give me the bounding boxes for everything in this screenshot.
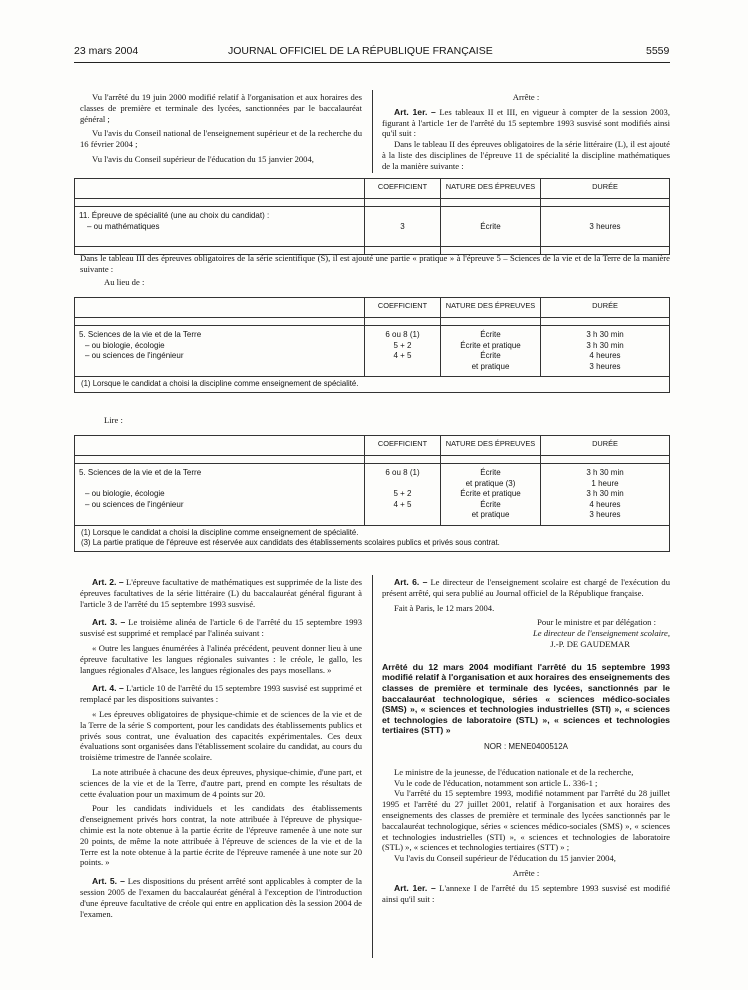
bottom-left-column (80, 577, 362, 923)
top-left-column (80, 92, 362, 169)
header-nature: NATURE DES ÉPREUVES (441, 298, 541, 318)
article-4-quote-2: La note attribuée à chacune des deux épreuves, physique-chimie, d'une part, et sciences de la vie et de la Terre, d'autre part, prend en compte les résultats de cette évaluation pour un maximum de 4 points sur 20. (80, 766, 362, 799)
header-duree: DURÉE (541, 436, 670, 456)
lire-label: Lire : (104, 415, 123, 425)
table-footnotes (75, 525, 670, 551)
tableau-ii-paragraph: Dans le tableau II des épreuves obligatoires de la série littéraire (L), il est ajouté à la liste des disciplines de l'épreuve 11 de spécialité la discipline mathématiques de la manière suivante : (382, 139, 670, 171)
au-lieu-de-label: Au lieu de : (104, 277, 145, 287)
footnote-3: (3) La partie pratique de l'épreuve est réservée aux candidats des établissements scolaires publics et privés sous contrat. (81, 538, 500, 547)
visa-avis: Vu l'avis du Conseil supérieur de l'éducation du 15 janvier 2004, (394, 853, 616, 864)
column-divider (372, 90, 373, 173)
table-cell-duree: 3 heures (541, 207, 670, 247)
fait-a-paris: Fait à Paris, le 12 mars 2004. (394, 602, 495, 613)
table-lire (74, 435, 670, 552)
directeur-title: Le directeur de l'enseignement scolaire, (533, 628, 670, 639)
tableau-iii-paragraph: Dans le tableau III des épreuves obligatoires de la série scientifique (S), il est ajouté une partie « pratique » à l'épreuve 5 – Sciences de la vie et de la Terre de la manière suivante : (80, 253, 670, 274)
header-coefficient: COEFFICIENT (365, 179, 441, 199)
table-cell-coef: 6 ou 8 (1) 5 + 2 4 + 5 (365, 326, 441, 377)
table-cell-coef: 6 ou 8 (1) 5 + 2 4 + 5 (365, 464, 441, 526)
delegation: Pour le ministre et par délégation : (537, 617, 656, 628)
page-date: 23 mars 2004 (74, 45, 139, 57)
visa-paragraph: Vu l'arrêté du 19 juin 2000 modifié relatif à l'organisation et aux horaires des classes de première et terminale des lycées, sanctionnées par le baccalauréat général ; (80, 92, 362, 124)
journal-title: JOURNAL OFFICIEL DE LA RÉPUBLIQUE FRANÇAISE (228, 45, 493, 57)
table-footnote: (1) Lorsque le candidat a choisi la discipline comme enseignement de spécialité. (75, 377, 670, 393)
visa-paragraph: Vu l'avis du Conseil supérieur de l'éducation du 15 janvier 2004, (92, 153, 314, 164)
article-2: Art. 2. – L'épreuve facultative de mathématiques est supprimée de la liste des épreuves facultatives de la série littéraire (L) du baccalauréat général figurant à l'article 3 de l'arrêté du 15 septembre 1993 susvisé. (80, 577, 362, 609)
article-1-second: Art. 1er. – L'annexe I de l'arrêté du 15 septembre 1993 susvisé est modifié ainsi qu'il suit : (382, 882, 671, 904)
article-3: Art. 3. – Le troisième alinéa de l'article 6 de l'arrêté du 15 septembre 1993 susvisé est supprimé et remplacé par l'alinéa suivant : (80, 617, 363, 639)
table-cell-nature: Écrite et pratique (3) Écrite et pratique Écrite et pratique (441, 464, 541, 526)
visa-paragraph: Vu l'avis du Conseil national de l'enseignement supérieur et de la recherche du 16 février 2004 ; (80, 128, 362, 150)
bottom-right-column (382, 577, 670, 908)
header-nature: NATURE DES ÉPREUVES (441, 179, 541, 199)
table-cell-duree: 3 h 30 min 3 h 30 min 4 heures 3 heures (541, 326, 670, 377)
visa-code: Vu le code de l'éducation, notamment son article L. 336-1 ; (394, 777, 598, 788)
header-duree: DURÉE (541, 179, 670, 199)
table-au-lieu-de (74, 297, 670, 393)
arrete-heading: Arrête : (512, 92, 540, 102)
table-cell-duree: 3 h 30 min 1 heure 3 h 30 min 4 heures 3 heures (541, 464, 670, 526)
table-row-label: 11. Épreuve de spécialité (une au choix du candidat) : – ou mathématiques (75, 207, 365, 247)
header-coefficient: COEFFICIENT (365, 436, 441, 456)
article-4-quote-1: « Les épreuves obligatoires de physique-chimie et de sciences de la vie et de la Terre de la série S comportent, pour les candidats des établissements publics et privés sous contrat, une évaluation des capacités expérimentales. Ces deux évaluations sont organisées dans l'établissement scolaire du candidat, au cours du troisième trimestre de l'année scolaire. (80, 708, 362, 763)
article-6: Art. 6. – Le directeur de l'enseignement scolaire est chargé de l'exécution du présent arrêté, qui sera publié au Journal officiel de la République française. (382, 577, 670, 598)
article-1: Art. 1er. – Les tableaux II et III, en vigueur à compter de la session 2003, figurant à l'article 1er de l'arrêté du 15 septembre 1993 susvisé sont modifiés ainsi qu'il suit : (382, 106, 670, 139)
table-row-label: 5. Sciences de la vie et de la Terre – ou biologie, écologie – ou sciences de l'ingénieur (75, 326, 365, 377)
header-duree: DURÉE (541, 298, 670, 318)
header-nature: NATURE DES ÉPREUVES (441, 436, 541, 456)
decree-title: Arrêté du 12 mars 2004 modifiant l'arrêté du 15 septembre 1993 modifié relatif à l'organisation et aux horaires des enseignements des classes de première et terminale des lycées, sanctionnés par le baccalauréat technologique, séries « sciences médico-sociales (SMS) », « sciences et technologies industrielles (STI) », « sciences et technologies de laboratoire (STL) », « sciences et technologies tertiaires (STT) » (382, 661, 670, 736)
nor-reference: NOR : MENE0400512A (483, 741, 569, 751)
page-number: 5559 (646, 45, 670, 57)
header-coefficient: COEFFICIENT (365, 298, 441, 318)
article-4: Art. 4. – L'article 10 de l'arrêté du 15 septembre 1993 susvisé est supprimé et remplacé par les dispositions suivantes : (80, 683, 362, 705)
table-cell-nature: Écrite (441, 207, 541, 247)
table-cell-nature: Écrite Écrite et pratique Écrite et pratique (441, 326, 541, 377)
article-3-quote: « Outre les langues énumérées à l'alinéa précédent, peuvent donner lieu à une épreuve facultative les langues régionales suivantes : le créole, le gallo, les langues régionales d'Alsace, les langues régionales des pays mosellans. » (80, 642, 362, 675)
minister-paragraph: Le ministre de la jeunesse, de l'éducation nationale et de la recherche, (394, 766, 634, 777)
header-rule (74, 62, 670, 63)
top-right-column (382, 92, 670, 176)
column-divider (372, 575, 373, 958)
table-row-label: 5. Sciences de la vie et de la Terre – ou biologie, écologie – ou sciences de l'ingénieur (75, 464, 365, 526)
signature: J.-P. DE GAUDEMAR (550, 638, 630, 649)
article-5: Art. 5. – Les dispositions du présent arrêté sont applicables à compter de la session 2005 de l'examen du baccalauréat général à l'exception de l'introduction d'une épreuve facultative de créole qui entre en application dès la session 2004 de l'examen. (80, 876, 362, 919)
arrete-heading: Arrête : (512, 867, 540, 878)
footnote-1: (1) Lorsque le candidat a choisi la discipline comme enseignement de spécialité. (81, 527, 359, 537)
visa-arrete: Vu l'arrêté du 15 septembre 1993, modifié notamment par l'arrêté du 28 juillet 1995 et l'arrêté du 27 juillet 2001, relatif à l'organisation et aux horaires des enseignements des classes de première et terminale des lycées sanctionnés par le baccalauréat technologique, séries « sciences médico-sociales (SMS) », « sciences et technologies industrielles (STI) », « sciences et technologies de laboratoire (STL) », « sciences et technologies tertiaires (STT) » ; (382, 788, 670, 853)
table-serie-l (74, 178, 670, 255)
table-cell-coef: 3 (365, 207, 441, 247)
article-4-quote-3: Pour les candidats individuels et les candidats des établissements d'enseignement privés hors contrat, la note attribuée à l'épreuve de physique-chimie est la note obtenue à la partie écrite de l'épreuve ramenée à une note sur 20 points, de même la note attribuée à l'épreuve de sciences de la vie et de la Terre est la note obtenue à la partie écrite de l'épreuve ramenée à une note sur 20 points. » (80, 803, 362, 868)
